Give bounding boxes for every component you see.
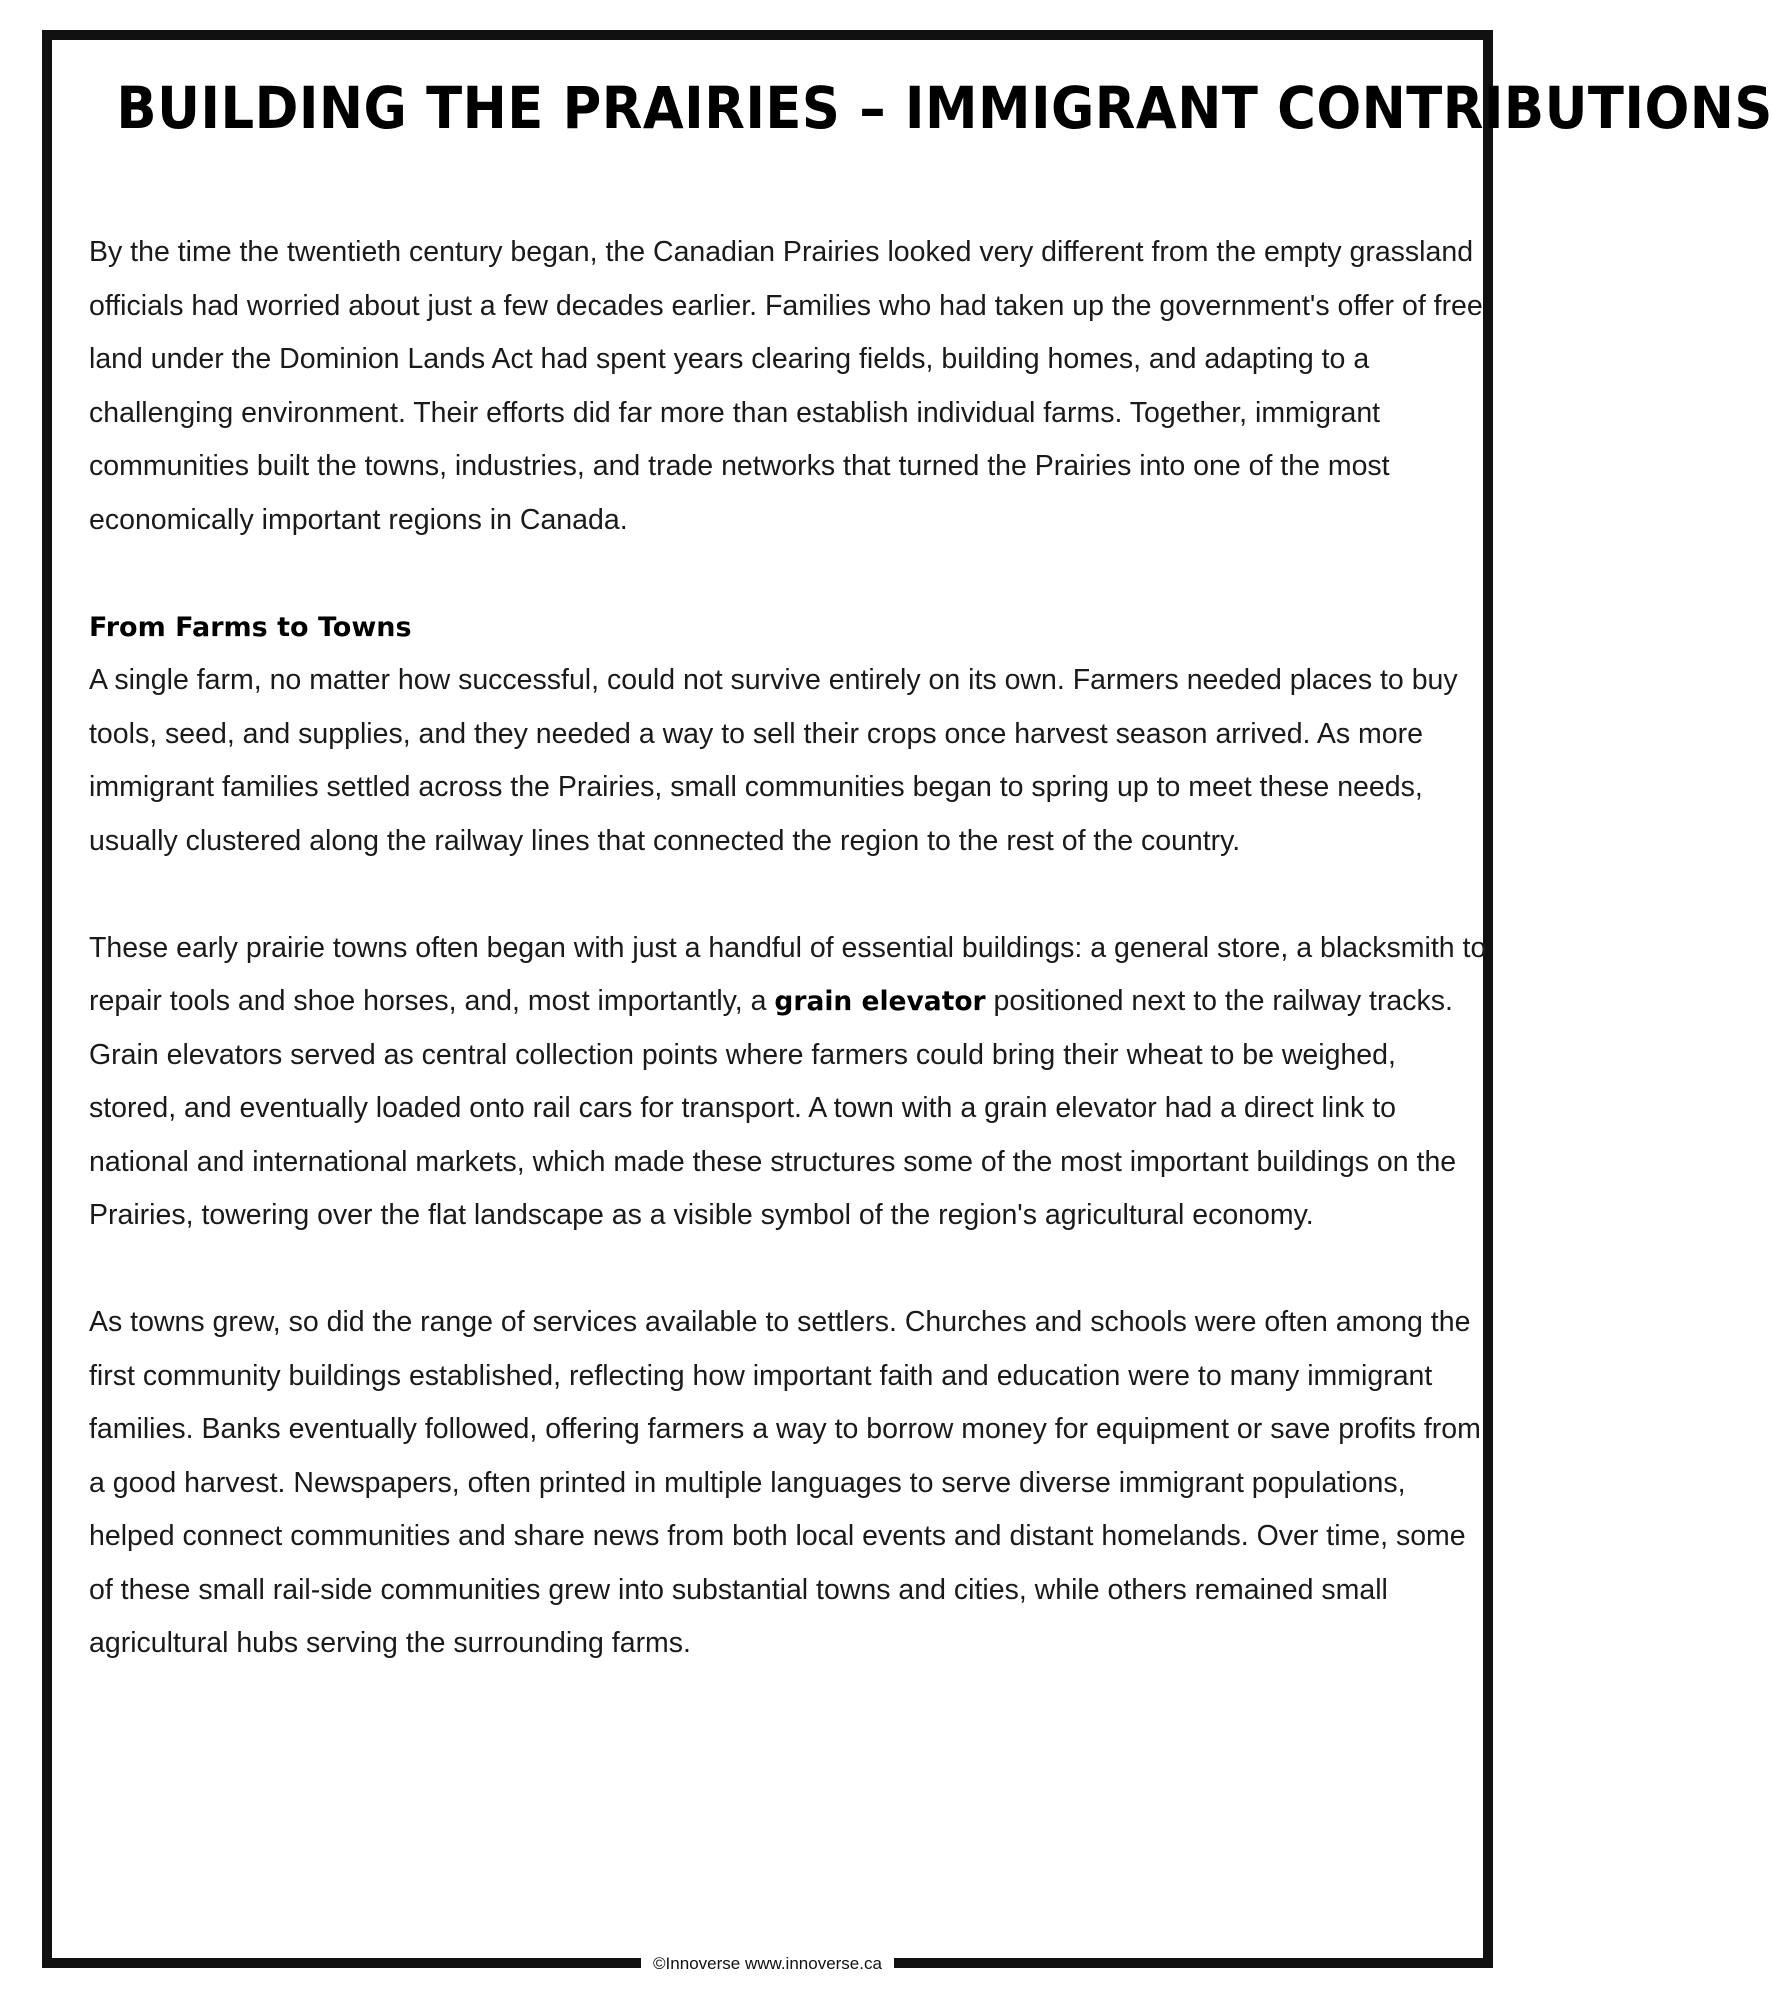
paragraph-text-before: These early prairie towns often began with just a handful of essential buildings: a general store, a blacksmith to repair tools and shoe horses, and, most importantly, a bbox=[89, 931, 1487, 1017]
section-paragraph-2 bbox=[89, 922, 1489, 1243]
section-paragraph-1: A single farm, no matter how successful, could not survive entirely on its own. Farmers needed places to buy tools, seed, and supplies, and they needed a way to sell their crops once harvest season arrived. As more immigrant families settled across the Prairies, small communities began to spring up to meet these needs, usually clustered along the railway lines that connected the region to the rest of the country. bbox=[89, 664, 1458, 857]
section-paragraph-3: As towns grew, so did the range of services available to settlers. Churches and schools were often among the first community buildings established, reflecting how important faith and education were to many immigrant families. Banks eventually followed, offering farmers a way to borrow money for equipment or save profits from a good harvest. Newspapers, often printed in multiple languages to serve diverse immigrant populations, helped connect communities and share news from both local events and distant homelands. Over time, some of these small rail-side communities grew into substantial towns and cities, while others remained small agricultural hubs serving the surrounding farms. bbox=[89, 1306, 1481, 1659]
copyright-footer: ©Innoverse www.innoverse.ca bbox=[641, 1950, 894, 1978]
article-body bbox=[89, 226, 1489, 1671]
page-frame bbox=[42, 30, 1773, 1973]
footer bbox=[52, 1950, 1483, 1978]
page-title: BUILDING THE PRAIRIES – IMMIGRANT CONTRIBUTIONS bbox=[116, 74, 1773, 142]
section-heading: From Farms to Towns bbox=[89, 611, 412, 643]
intro-paragraph: By the time the twentieth century began, the Canadian Prairies looked very different from the empty grassland officials had worried about just a few decades earlier. Families who had taken up the government's offer of free land under the Dominion Lands Act had spent years clearing fields, building homes, and adapting to a challenging environment. Their efforts did far more than establish individual farms. Together, immigrant communities built the towns, industries, and trade networks that turned the Prairies into one of the most economically important regions in Canada. bbox=[89, 236, 1483, 536]
paragraph-text-after: positioned next to the railway tracks. Grain elevators served as central collection points where farmers could bring their wheat to be weighed, stored, and eventually loaded onto rail cars for transport. A town with a grain elevator had a direct link to national and international markets, which made these structures some of the most important buildings on the Prairies, towering over the flat landscape as a visible symbol of the region's agricultural economy. bbox=[89, 985, 1457, 1231]
key-term-grain-elevator: grain elevator bbox=[774, 986, 986, 1017]
